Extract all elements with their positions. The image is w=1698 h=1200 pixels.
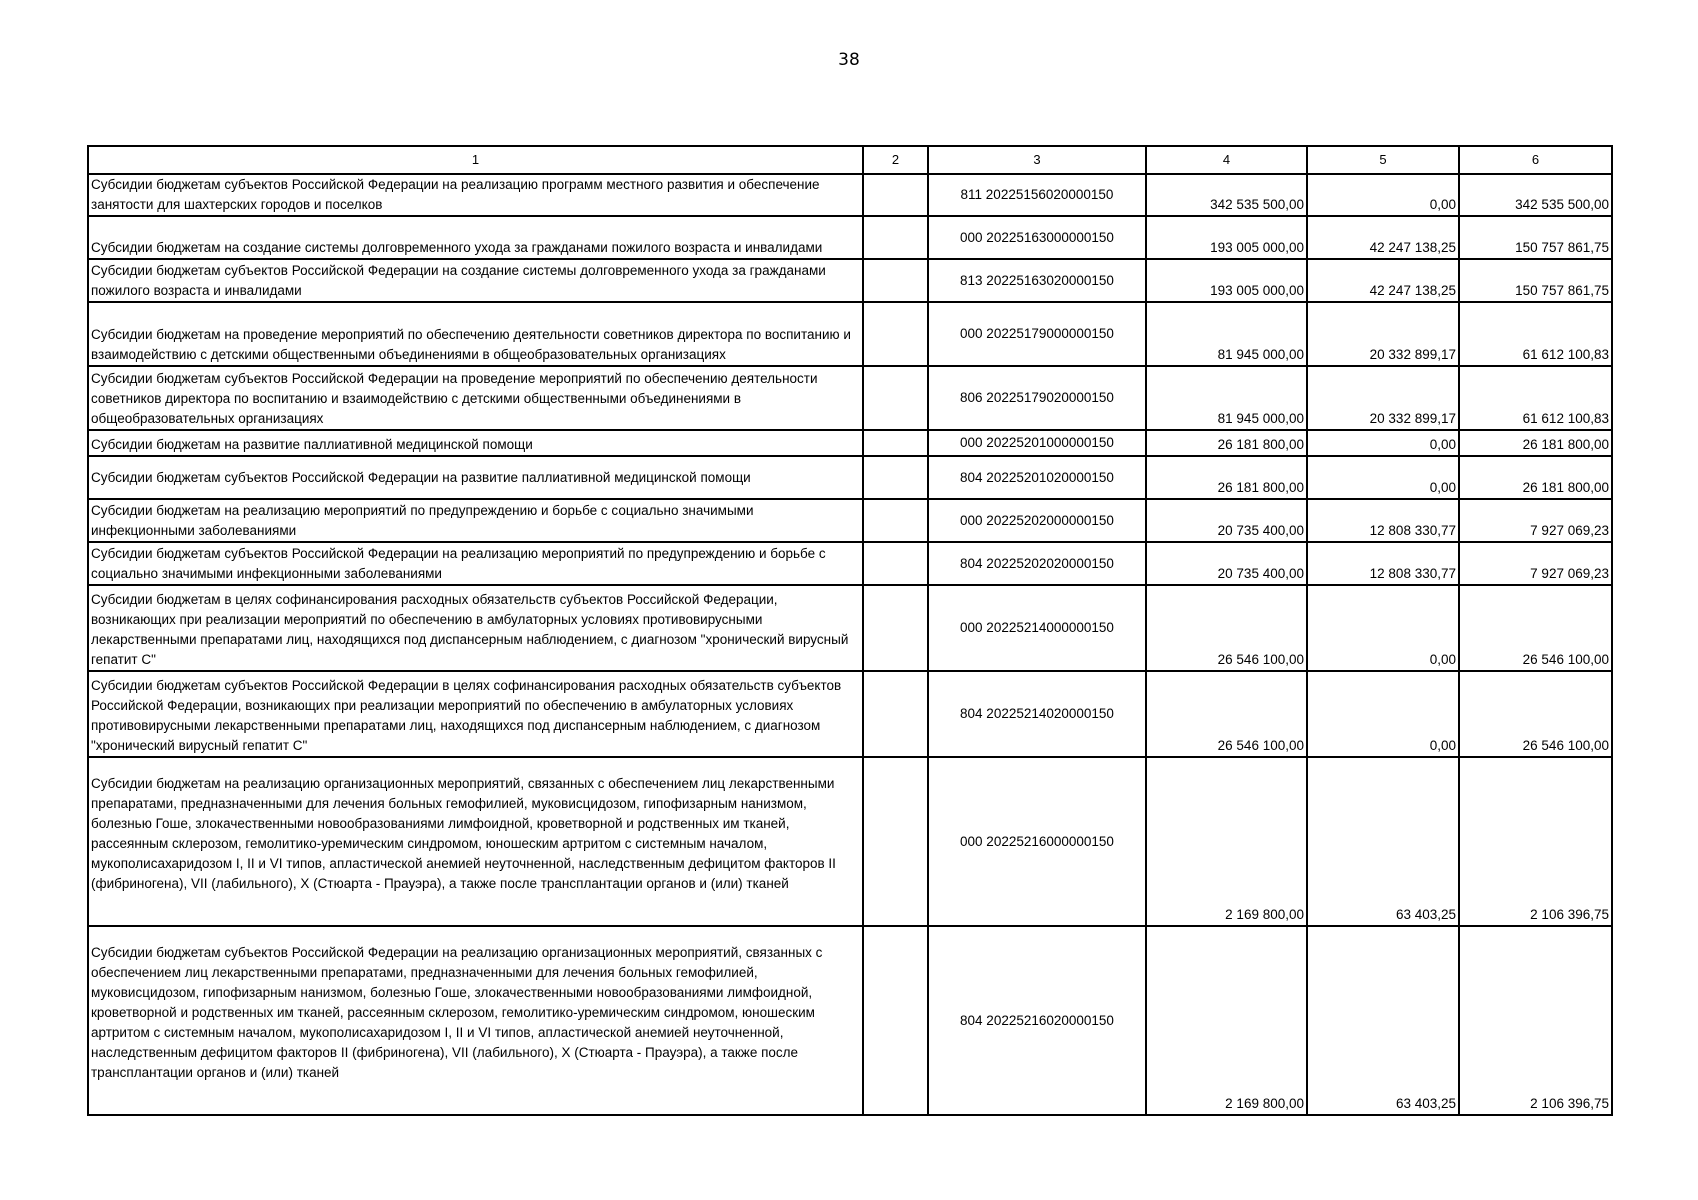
row-description: Субсидии бюджетам субъектов Российской Федерации на реализацию мероприятий по предупреждению и борьбе с социально значимыми инфекционными заболеваниями bbox=[88, 542, 863, 585]
table-row bbox=[88, 216, 1612, 259]
row-description: Субсидии бюджетам субъектов Российской Федерации на развитие паллиативной медицинской помощи bbox=[88, 456, 863, 499]
row-col2 bbox=[863, 542, 928, 585]
row-col4: 2 169 800,00 bbox=[1146, 757, 1307, 926]
column-header-2: 2 bbox=[863, 146, 928, 174]
row-description: Субсидии бюджетам на развитие паллиативной медицинской помощи bbox=[88, 430, 863, 456]
row-description: Субсидии бюджетам на проведение мероприятий по обеспечению деятельности советников директора по воспитанию и взаимодействию с детскими общественными объединениями в общеобразовательных организациях bbox=[88, 302, 863, 366]
row-col4: 2 169 800,00 bbox=[1146, 926, 1307, 1115]
row-code: 806 20225179020000150 bbox=[928, 366, 1146, 430]
row-description: Субсидии бюджетам субъектов Российской Федерации на проведение мероприятий по обеспечению деятельности советников директора по воспитанию и взаимодействию с детскими общественными объединениями в общеобразовательных организациях bbox=[88, 366, 863, 430]
row-col2 bbox=[863, 302, 928, 366]
row-col5: 0,00 bbox=[1307, 174, 1459, 216]
table-row bbox=[88, 456, 1612, 499]
row-col5: 20 332 899,17 bbox=[1307, 366, 1459, 430]
row-description: Субсидии бюджетам субъектов Российской Федерации на реализацию программ местного развития и обеспечение занятости для шахтерских городов и поселков bbox=[88, 174, 863, 216]
table-row bbox=[88, 259, 1612, 302]
row-col2 bbox=[863, 430, 928, 456]
table-row bbox=[88, 585, 1612, 671]
row-col4: 26 181 800,00 bbox=[1146, 430, 1307, 456]
row-col4: 26 546 100,00 bbox=[1146, 585, 1307, 671]
row-col2 bbox=[863, 499, 928, 542]
row-description: Субсидии бюджетам на создание системы долговременного ухода за гражданами пожилого возраста и инвалидами bbox=[88, 216, 863, 259]
column-header-1: 1 bbox=[88, 146, 863, 174]
table-header-row bbox=[88, 146, 1612, 174]
row-code: 811 20225156020000150 bbox=[928, 174, 1146, 216]
row-code: 804 20225202020000150 bbox=[928, 542, 1146, 585]
row-col2 bbox=[863, 216, 928, 259]
row-col6: 26 181 800,00 bbox=[1459, 456, 1612, 499]
row-description: Субсидии бюджетам на реализацию организационных мероприятий, связанных с обеспечением лиц лекарственными препаратами, предназначенными для лечения больных гемофилией, муковисцидозом, гипофизарным нанизмом, болезнью Гоше, злокачественными новообразованиями лимфоидной, кроветворной и родственных им тканей, рассеянным склерозом, гемолитико-уремическим синдромом, юношеским артритом с системным началом, мукополисахаридозом I, II и VI типов, апластической анемией неуточненной, наследственным дефицитом факторов II (фибриногена), VII (лабильного), X (Стюарта - Прауэра), а также после трансплантации органов и (или) тканей bbox=[88, 757, 863, 926]
budget-table bbox=[87, 145, 1613, 1116]
row-col6: 2 106 396,75 bbox=[1459, 926, 1612, 1115]
row-col2 bbox=[863, 174, 928, 216]
table-row bbox=[88, 430, 1612, 456]
row-col6: 2 106 396,75 bbox=[1459, 757, 1612, 926]
row-col6: 150 757 861,75 bbox=[1459, 259, 1612, 302]
row-col2 bbox=[863, 456, 928, 499]
row-col2 bbox=[863, 585, 928, 671]
row-col4: 26 181 800,00 bbox=[1146, 456, 1307, 499]
row-col5: 0,00 bbox=[1307, 456, 1459, 499]
row-col6: 342 535 500,00 bbox=[1459, 174, 1612, 216]
row-col2 bbox=[863, 926, 928, 1115]
table-row bbox=[88, 542, 1612, 585]
row-col6: 7 927 069,23 bbox=[1459, 499, 1612, 542]
table-row bbox=[88, 757, 1612, 926]
row-col4: 26 546 100,00 bbox=[1146, 671, 1307, 757]
row-col6: 26 546 100,00 bbox=[1459, 585, 1612, 671]
page-number: 38 bbox=[838, 50, 860, 70]
row-col4: 193 005 000,00 bbox=[1146, 216, 1307, 259]
row-col5: 63 403,25 bbox=[1307, 926, 1459, 1115]
row-description: Субсидии бюджетам субъектов Российской Федерации в целях софинансирования расходных обязательств субъектов Российской Федерации, возникающих при реализации мероприятий по обеспечению в амбулаторных условиях противовирусными лекарственными препаратами лиц, находящихся под диспансерным наблюдением, с диагнозом "хронический вирусный гепатит С" bbox=[88, 671, 863, 757]
column-header-6: 6 bbox=[1459, 146, 1612, 174]
column-header-4: 4 bbox=[1146, 146, 1307, 174]
table-row bbox=[88, 302, 1612, 366]
row-col4: 20 735 400,00 bbox=[1146, 542, 1307, 585]
row-description: Субсидии бюджетам на реализацию мероприятий по предупреждению и борьбе с социально значимыми инфекционными заболеваниями bbox=[88, 499, 863, 542]
row-code: 000 20225202000000150 bbox=[928, 499, 1146, 542]
row-col2 bbox=[863, 757, 928, 926]
row-code: 000 20225214000000150 bbox=[928, 585, 1146, 671]
row-col4: 20 735 400,00 bbox=[1146, 499, 1307, 542]
row-description: Субсидии бюджетам субъектов Российской Федерации на реализацию организационных мероприятий, связанных с обеспечением лиц лекарственными препаратами, предназначенными для лечения больных гемофилией, муковисцидозом, гипофизарным нанизмом, болезнью Гоше, злокачественными новообразованиями лимфоидной, кроветворной и родственных им тканей, рассеянным склерозом, гемолитико-уремическим синдромом, юношеским артритом с системным началом, мукополисахаридозом I, II и VI типов, апластической анемией неуточненной, наследственным дефицитом факторов II (фибриногена), VII (лабильного), X (Стюарта - Прауэра), а также после трансплантации органов и (или) тканей bbox=[88, 926, 863, 1115]
row-col5: 12 808 330,77 bbox=[1307, 499, 1459, 542]
column-header-3: 3 bbox=[928, 146, 1146, 174]
row-col6: 26 546 100,00 bbox=[1459, 671, 1612, 757]
row-col6: 7 927 069,23 bbox=[1459, 542, 1612, 585]
row-code: 000 20225163000000150 bbox=[928, 216, 1146, 259]
row-code: 000 20225179000000150 bbox=[928, 302, 1146, 366]
row-col5: 63 403,25 bbox=[1307, 757, 1459, 926]
table-row bbox=[88, 174, 1612, 216]
row-col4: 81 945 000,00 bbox=[1146, 366, 1307, 430]
row-col4: 342 535 500,00 bbox=[1146, 174, 1307, 216]
row-col6: 150 757 861,75 bbox=[1459, 216, 1612, 259]
row-col2 bbox=[863, 366, 928, 430]
table-row bbox=[88, 671, 1612, 757]
row-col6: 61 612 100,83 bbox=[1459, 302, 1612, 366]
row-col6: 26 181 800,00 bbox=[1459, 430, 1612, 456]
row-code: 000 20225216000000150 bbox=[928, 757, 1146, 926]
table-row bbox=[88, 499, 1612, 542]
row-col2 bbox=[863, 259, 928, 302]
column-header-5: 5 bbox=[1307, 146, 1459, 174]
row-col5: 42 247 138,25 bbox=[1307, 216, 1459, 259]
row-col5: 42 247 138,25 bbox=[1307, 259, 1459, 302]
row-description: Субсидии бюджетам в целях софинансирования расходных обязательств субъектов Российской Федерации, возникающих при реализации мероприятий по обеспечению в амбулаторных условиях противовирусными лекарственными препаратами лиц, находящихся под диспансерным наблюдением, с диагнозом "хронический вирусный гепатит С" bbox=[88, 585, 863, 671]
row-col5: 0,00 bbox=[1307, 430, 1459, 456]
row-code: 000 20225201000000150 bbox=[928, 430, 1146, 456]
row-col5: 0,00 bbox=[1307, 671, 1459, 757]
row-col4: 81 945 000,00 bbox=[1146, 302, 1307, 366]
row-col2 bbox=[863, 671, 928, 757]
row-code: 804 20225201020000150 bbox=[928, 456, 1146, 499]
row-col5: 0,00 bbox=[1307, 585, 1459, 671]
table-row bbox=[88, 366, 1612, 430]
row-code: 804 20225214020000150 bbox=[928, 671, 1146, 757]
row-col4: 193 005 000,00 bbox=[1146, 259, 1307, 302]
row-code: 804 20225216020000150 bbox=[928, 926, 1146, 1115]
table-row bbox=[88, 926, 1612, 1115]
row-code: 813 20225163020000150 bbox=[928, 259, 1146, 302]
row-col5: 20 332 899,17 bbox=[1307, 302, 1459, 366]
row-description: Субсидии бюджетам субъектов Российской Федерации на создание системы долговременного ухода за гражданами пожилого возраста и инвалидами bbox=[88, 259, 863, 302]
row-col5: 12 808 330,77 bbox=[1307, 542, 1459, 585]
row-col6: 61 612 100,83 bbox=[1459, 366, 1612, 430]
